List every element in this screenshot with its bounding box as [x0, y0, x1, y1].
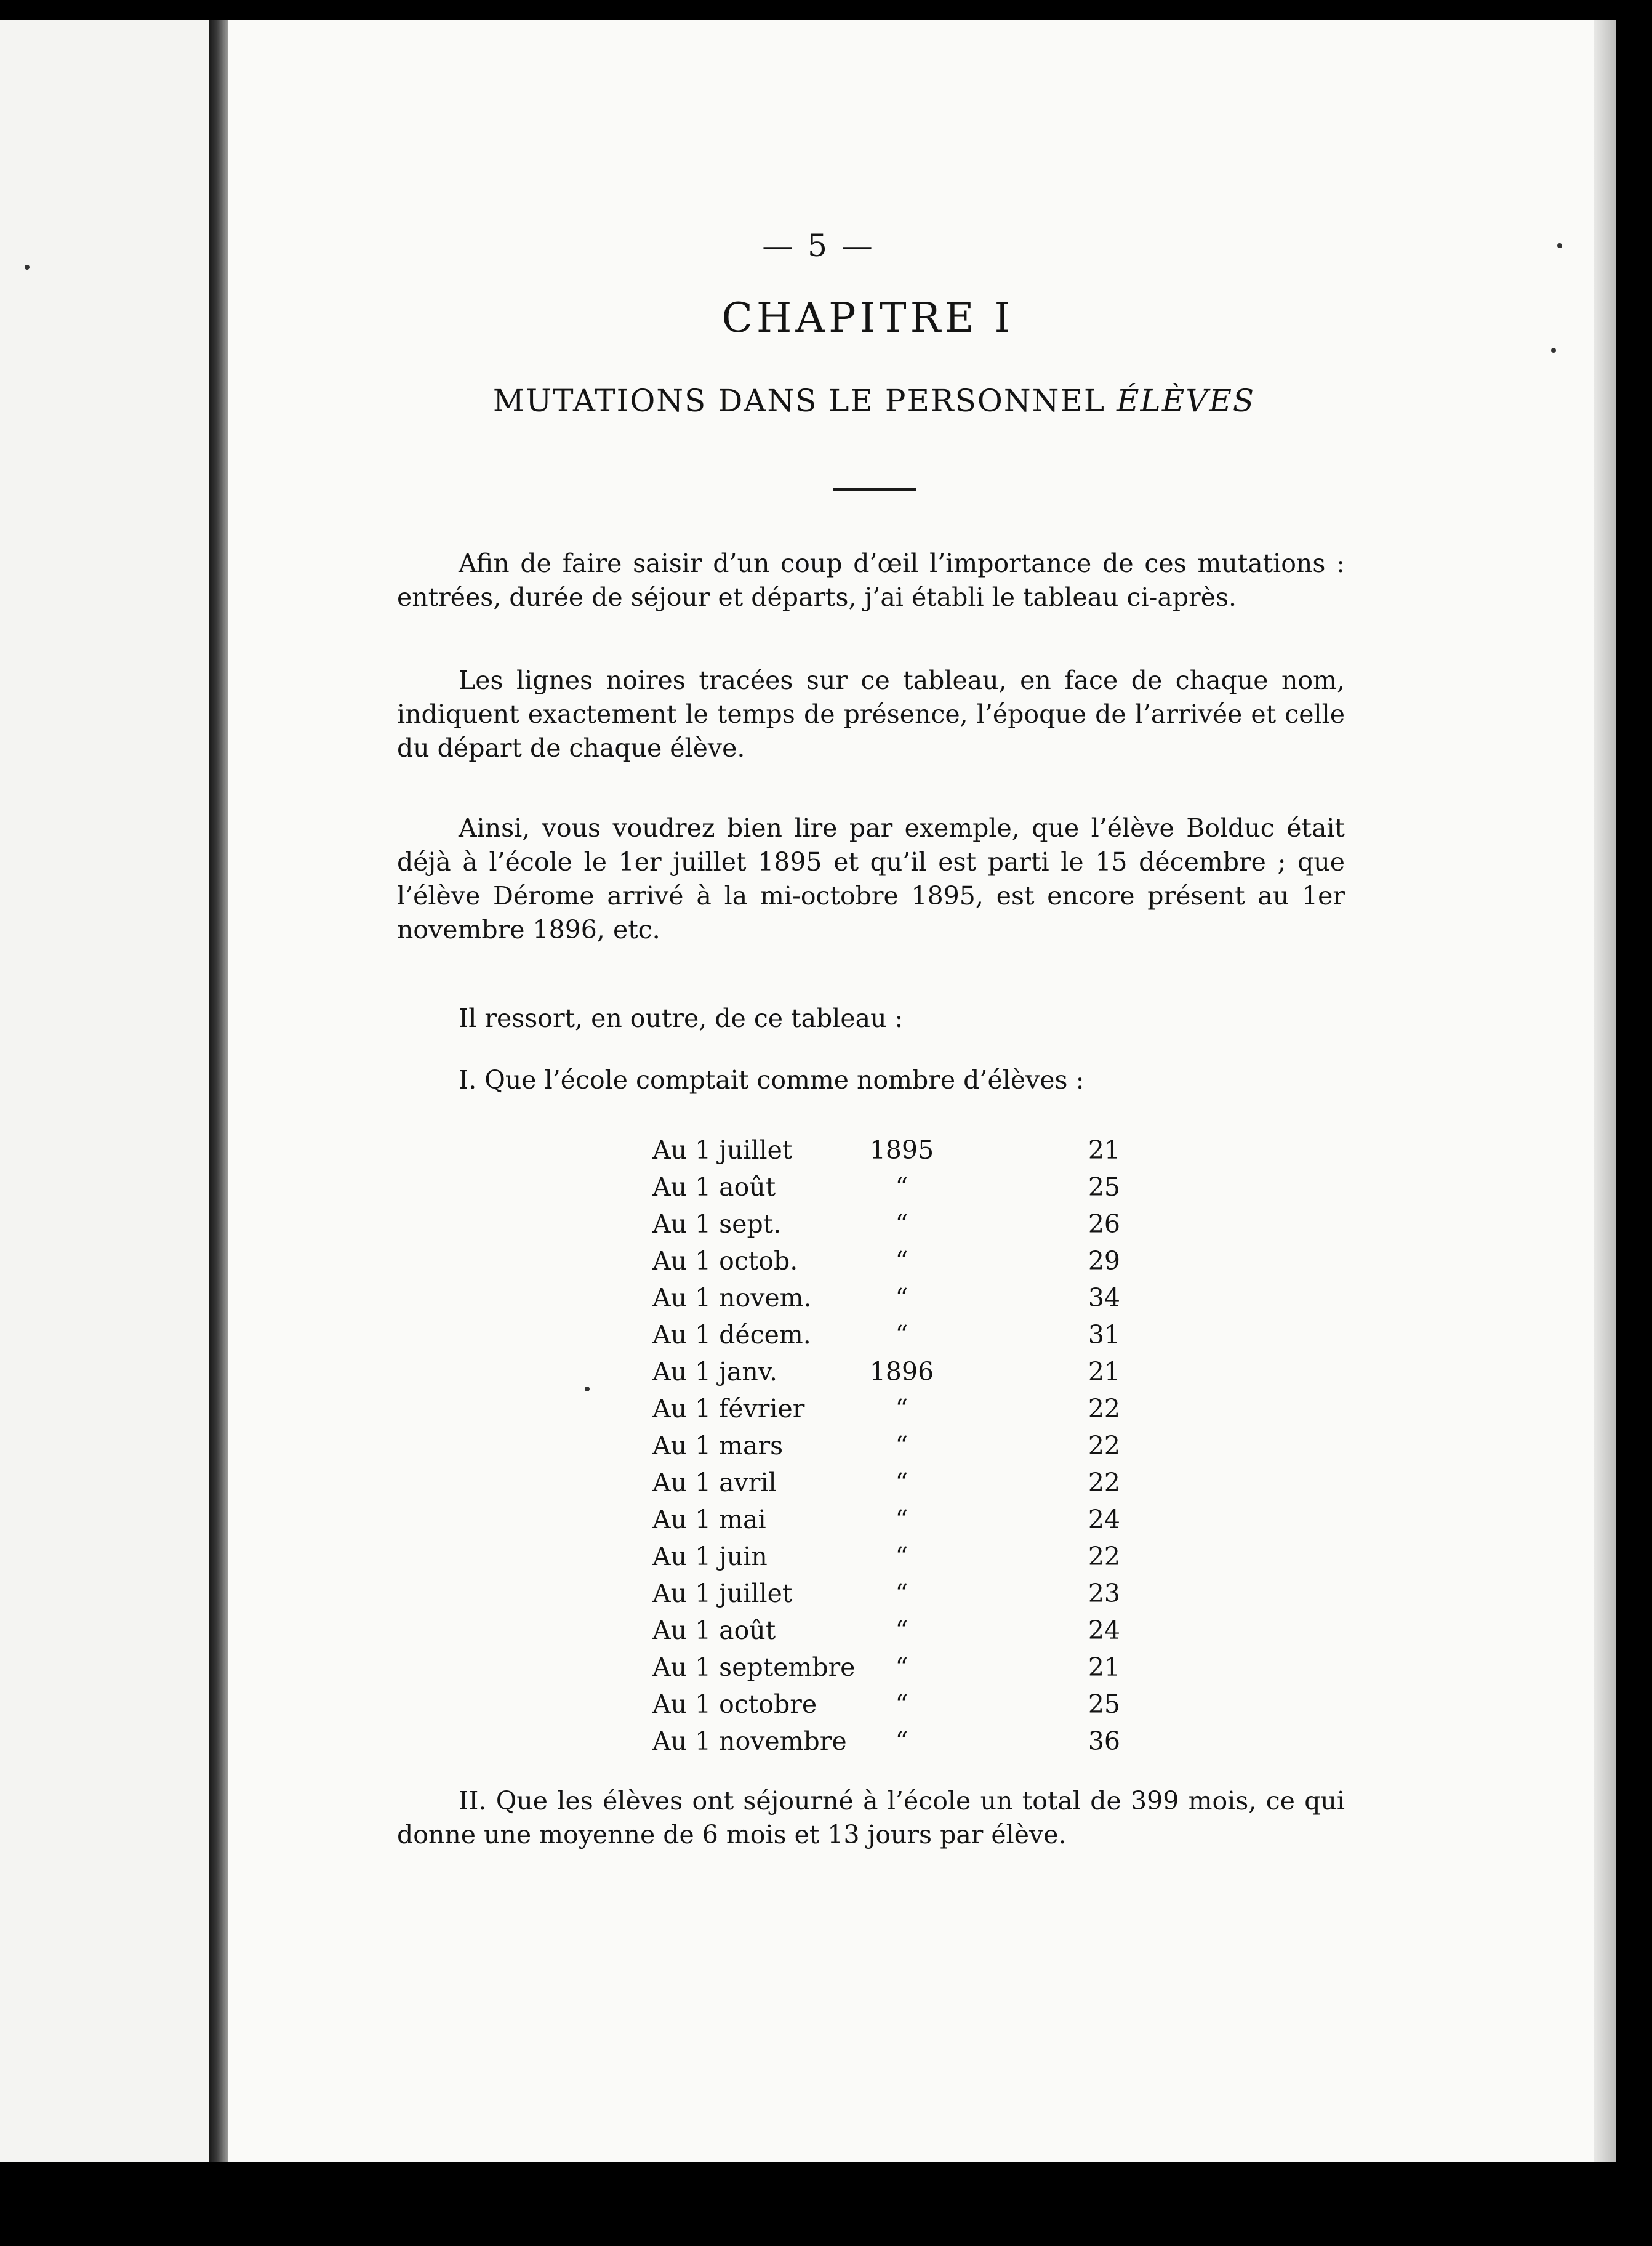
enrollment-date: Au 1 mai [652, 1505, 766, 1534]
enrollment-year: “ [895, 1468, 908, 1497]
scan-speck [585, 1387, 590, 1391]
enrollment-date: Au 1 novembre [652, 1726, 847, 1756]
enrollment-row [652, 1242, 1120, 1279]
enrollment-row [652, 1575, 1120, 1612]
enrollment-year: “ [895, 1505, 908, 1534]
enrollment-row [652, 1169, 1120, 1206]
enrollment-row [652, 1279, 1120, 1316]
section-title [412, 383, 1336, 419]
paragraph-point-one: I. Que l’école comptait comme nombre d’élèves : [459, 1065, 1085, 1095]
paragraph-results-intro: Il ressort, en outre, de ce tableau : [459, 1004, 904, 1033]
enrollment-year: “ [895, 1172, 908, 1202]
enrollment-date: Au 1 juillet [652, 1135, 793, 1165]
binding-gutter [209, 20, 228, 2162]
enrollment-year: “ [895, 1431, 908, 1460]
enrollment-date: Au 1 janv. [652, 1357, 778, 1387]
enrollment-date: Au 1 décem. [652, 1320, 811, 1350]
enrollment-count: 24 [1088, 1505, 1120, 1534]
enrollment-year: “ [895, 1283, 908, 1313]
enrollment-year: “ [895, 1246, 908, 1276]
enrollment-count: 22 [1088, 1468, 1120, 1497]
enrollment-date: Au 1 juin [652, 1542, 768, 1571]
enrollment-year: “ [895, 1579, 908, 1608]
enrollment-row [652, 1723, 1120, 1760]
enrollment-date: Au 1 août [652, 1616, 776, 1645]
enrollment-row [652, 1427, 1120, 1464]
enrollment-date: Au 1 juillet [652, 1579, 793, 1608]
enrollment-count: 25 [1088, 1172, 1120, 1202]
enrollment-count: 21 [1088, 1652, 1120, 1682]
enrollment-row [652, 1538, 1120, 1575]
enrollment-year: “ [895, 1726, 908, 1756]
enrollment-year: 1895 [869, 1135, 934, 1165]
enrollment-count: 22 [1088, 1394, 1120, 1423]
enrollment-year: “ [895, 1542, 908, 1571]
paragraph-point-two: II. Que les élèves ont séjourné à l’école un total de 399 mois, ce qui donne une moyenne de 6 mois et 13 jours par élève. [397, 1786, 1345, 1850]
scan-speck [25, 265, 30, 270]
enrollment-count: 34 [1088, 1283, 1120, 1313]
enrollment-count: 26 [1088, 1209, 1120, 1239]
enrollment-row [652, 1206, 1120, 1242]
enrollment-year: “ [895, 1652, 908, 1682]
enrollment-row [652, 1390, 1120, 1427]
enrollment-row [652, 1612, 1120, 1649]
paragraph-intro: Afin de faire saisir d’un coup d’œil l’importance de ces mutations : entrées, durée de séjour et départs, j’ai établi le tableau ci-après. [397, 549, 1345, 612]
enrollment-count: 24 [1088, 1616, 1120, 1645]
enrollment-count: 25 [1088, 1689, 1120, 1719]
enrollment-date: Au 1 sept. [652, 1209, 782, 1239]
enrollment-row [652, 1464, 1120, 1501]
enrollment-date: Au 1 octobre [652, 1689, 817, 1719]
title-rule [833, 488, 916, 491]
enrollment-count: 29 [1088, 1246, 1120, 1276]
enrollment-row [652, 1501, 1120, 1538]
paragraph-example: Ainsi, vous voudrez bien lire par exemple, que l’élève Bolduc était déjà à l’école le 1er juillet 1895 et qu’il est parti le 15 décembre ; que l’élève Dérome arrivé à la mi-octobre 1895, est encore présent au 1er novembre 1896, etc. [397, 813, 1345, 944]
enrollment-date: Au 1 mars [652, 1431, 784, 1460]
enrollment-count: 23 [1088, 1579, 1120, 1608]
enrollment-count: 21 [1088, 1357, 1120, 1387]
enrollment-count: 22 [1088, 1431, 1120, 1460]
section-title-main: MUTATIONS DANS LE PERSONNEL [492, 383, 1117, 419]
chapter-title: CHAPITRE I [721, 294, 1014, 342]
enrollment-count: 36 [1088, 1726, 1120, 1756]
enrollment-date: Au 1 août [652, 1172, 776, 1202]
enrollment-year: “ [895, 1209, 908, 1239]
enrollment-date: Au 1 octob. [652, 1246, 798, 1276]
paragraph-black-lines: Les lignes noires tracées sur ce tableau, en face de chaque nom, indiquent exactement le temps de présence, l’époque de l’arrivée et celle du départ de chaque élève. [397, 666, 1345, 763]
enrollment-year: “ [895, 1320, 908, 1350]
page-number: — 5 — [762, 228, 875, 264]
section-title-italic: ÉLÈVES [1117, 383, 1256, 419]
enrollment-row [652, 1353, 1120, 1390]
enrollment-date: Au 1 septembre [652, 1652, 856, 1682]
enrollment-count: 22 [1088, 1542, 1120, 1571]
enrollment-year: “ [895, 1394, 908, 1423]
enrollment-row [652, 1316, 1120, 1353]
enrollment-count: 31 [1088, 1320, 1120, 1350]
enrollment-row [652, 1649, 1120, 1686]
scan-speck [1557, 243, 1562, 248]
enrollment-date: Au 1 avril [652, 1468, 777, 1497]
enrollment-year: “ [895, 1616, 908, 1645]
page-right-edge [1594, 20, 1616, 2162]
enrollment-row [652, 1132, 1120, 1169]
enrollment-row [652, 1686, 1120, 1723]
scan-speck [1551, 348, 1556, 353]
enrollment-date: Au 1 février [652, 1394, 805, 1423]
enrollment-table-body [652, 1132, 1120, 1760]
facing-page-edge [0, 20, 211, 2162]
enrollment-date: Au 1 novem. [652, 1283, 812, 1313]
enrollment-year: 1896 [869, 1357, 934, 1387]
enrollment-year: “ [895, 1689, 908, 1719]
enrollment-table [652, 1132, 1120, 1760]
enrollment-count: 21 [1088, 1135, 1120, 1165]
